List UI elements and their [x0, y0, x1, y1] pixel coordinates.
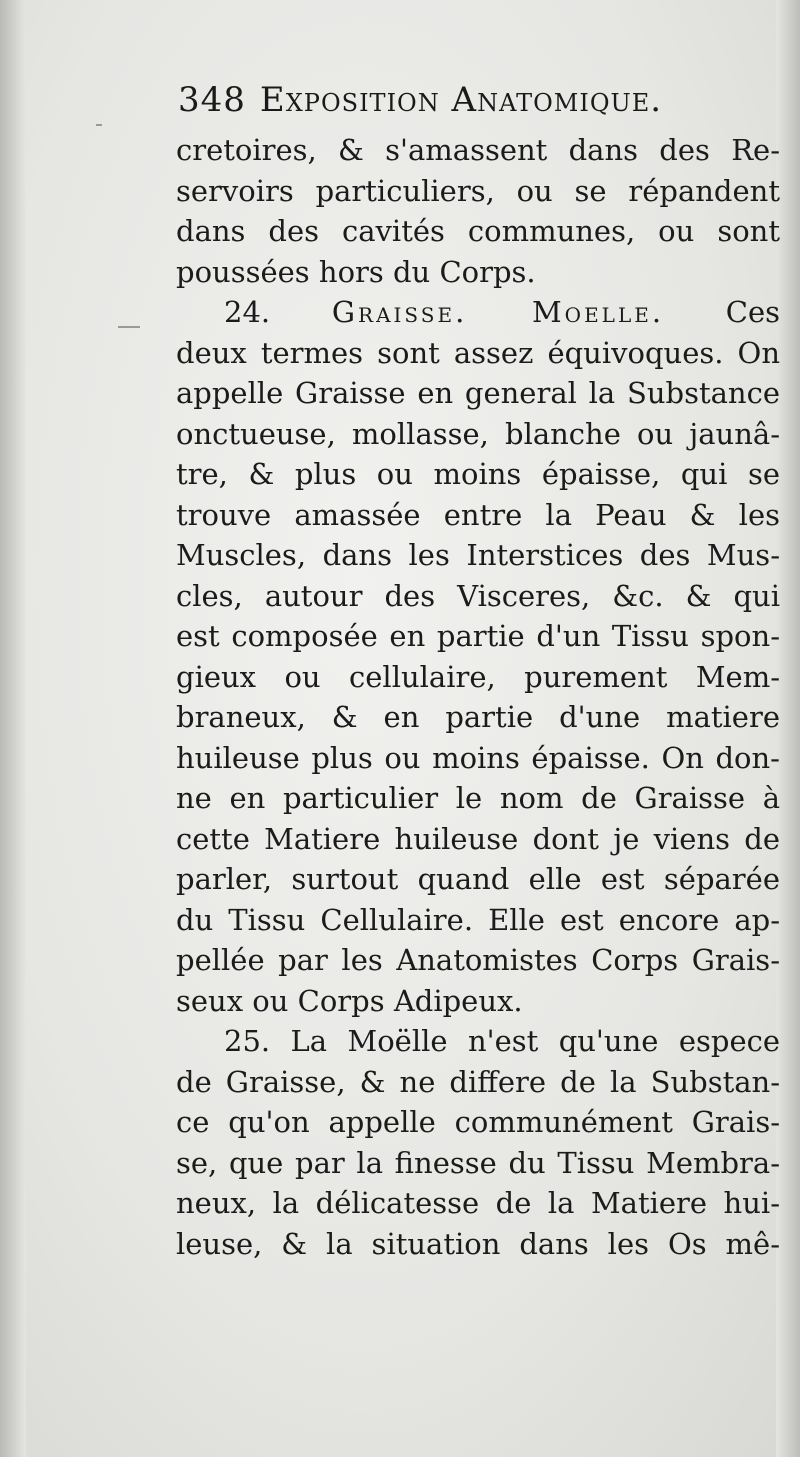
text-line: servoirs particuliers, ou se répandent — [176, 173, 780, 208]
page-number: 348 — [178, 80, 246, 120]
text-line: se, que par la finesse du Tissu Membra- — [176, 1145, 780, 1180]
text-line: parler, surtout quand elle est séparée — [176, 862, 780, 896]
running-head — [178, 80, 778, 130]
section-25-number: 25. — [224, 1024, 271, 1058]
text-line: est composée en partie d'un Tissu spon- — [176, 619, 780, 653]
text-line: pellée par les Anatomistes Corps Grais- — [176, 943, 780, 977]
text-line: gieux ou cellulaire, purement Mem- — [176, 659, 780, 694]
section-24-number: 24. — [224, 295, 271, 329]
page-left-margin-shadow — [0, 0, 26, 1457]
text-line: onctueuse, mollasse, blanche ou jaunâ- — [176, 416, 780, 451]
text-line: poussées hors du Corps. — [176, 254, 536, 289]
text-line: du Tissu Cellulaire. Elle est encore ap- — [176, 902, 780, 937]
text-line: neux, la délicatesse de la Matiere hui- — [176, 1186, 780, 1220]
section-25-text-start: La Moëlle n'est qu'une espece — [290, 1024, 781, 1058]
text-line: leuse, & la situation dans les Os mê- — [176, 1226, 780, 1261]
text-line: cretoires, & s'amassent dans des Re- — [176, 133, 780, 167]
section-24-heading-line — [176, 292, 780, 333]
text-line: tre, & plus ou moins épaisse, qui se — [176, 457, 780, 491]
text-line: deux termes sont assez équivoques. On — [176, 335, 780, 370]
text-line: ce qu'on appelle communément Grais- — [176, 1105, 780, 1139]
body-text — [176, 130, 780, 1264]
section-24-text-start: Ces — [725, 295, 781, 329]
text-line: dans des cavités communes, ou sont — [176, 214, 780, 248]
text-line: seux ou Corps Adipeux. — [176, 983, 523, 1018]
text-line: appelle Graisse en general la Substance — [176, 376, 780, 410]
text-line: ne en particulier le nom de Graisse à — [176, 781, 780, 815]
running-title: Exposition Anatomique. — [259, 80, 663, 120]
text-line: cles, autour des Visceres, &c. & qui — [176, 578, 780, 613]
margin-mark — [96, 124, 102, 126]
section-24-heading: Graisse. Moelle. — [331, 295, 665, 329]
margin-mark — [118, 326, 140, 328]
text-line: braneux, & en partie d'une matiere — [176, 700, 780, 734]
text-line: huileuse plus ou moins épaisse. On don- — [176, 740, 780, 775]
text-line: cette Matiere huileuse dont je viens de — [176, 821, 780, 856]
text-line: de Graisse, & ne differe de la Substan- — [176, 1064, 780, 1099]
text-line: Muscles, dans les Interstices des Mus- — [176, 538, 780, 572]
text-line: trouve amassée entre la Peau & les — [176, 497, 780, 532]
section-25-first-line — [176, 1021, 780, 1062]
